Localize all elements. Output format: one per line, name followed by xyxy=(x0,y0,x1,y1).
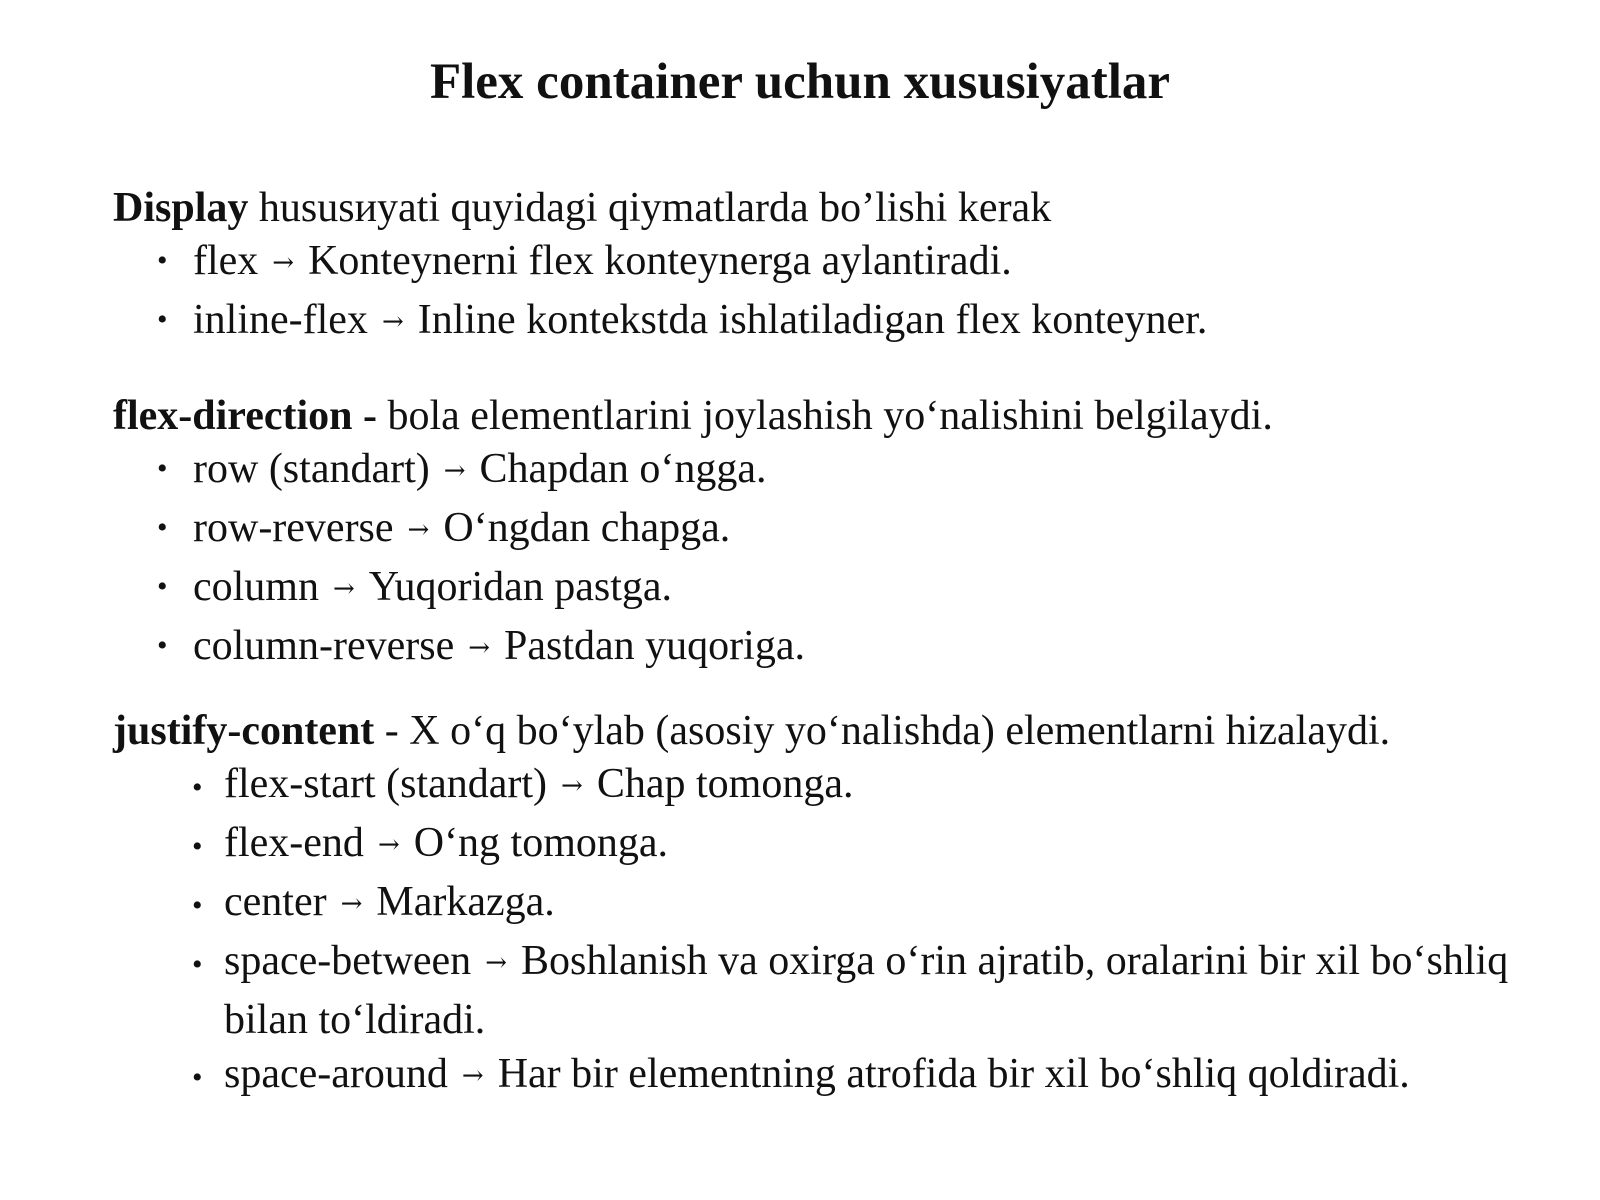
section-separator: - xyxy=(374,708,410,754)
bullet-icon: • xyxy=(157,452,168,485)
bullet-icon: • xyxy=(192,830,203,863)
value-meaning: Chap tomonga. xyxy=(596,761,854,807)
arrow-right-icon: → xyxy=(377,830,400,860)
list-item xyxy=(157,293,1207,352)
list-item xyxy=(192,757,1524,816)
section-term: justify-content xyxy=(113,708,375,754)
property-value: space-around xyxy=(224,1051,448,1097)
list-item xyxy=(192,816,1524,875)
value-meaning: Markazga. xyxy=(376,879,555,925)
property-value: center xyxy=(224,879,327,925)
section-separator: - xyxy=(352,393,388,439)
bullet-icon: • xyxy=(157,303,168,336)
arrow-right-icon: → xyxy=(381,307,404,337)
value-meaning: O‘ngdan chapga. xyxy=(443,505,731,551)
arrow-right-icon: → xyxy=(561,771,583,801)
section-description: bola elementlarini joylashish yo‘nalishini belgilaydi. xyxy=(387,393,1273,439)
list-item xyxy=(157,234,1207,293)
value-meaning: Inline kontekstda ishlatiladigan flex konteyner. xyxy=(417,297,1208,343)
section-justify-content-heading xyxy=(113,705,1390,757)
slide-title: Flex container uchun xususiyatlar xyxy=(429,54,1171,110)
property-value: flex-end xyxy=(224,820,364,866)
value-meaning: Har bir elementning atrofida bir xil bo‘shliq qoldiradi. xyxy=(497,1051,1410,1097)
flex-direction-values-list xyxy=(157,442,805,678)
bullet-icon: • xyxy=(192,771,203,804)
arrow-right-icon: → xyxy=(461,1061,484,1091)
arrow-right-icon: → xyxy=(443,456,466,486)
property-value: row (standart) xyxy=(193,446,430,492)
bullet-icon: • xyxy=(192,1061,203,1094)
arrow-right-icon: → xyxy=(272,248,295,278)
bullet-icon: • xyxy=(157,244,168,277)
section-display-heading xyxy=(113,182,1051,234)
section-flex-direction-heading xyxy=(113,390,1273,442)
arrow-right-icon: → xyxy=(340,889,363,919)
bullet-icon: • xyxy=(157,629,168,662)
arrow-right-icon: → xyxy=(485,948,507,978)
value-meaning: Pastdan yuqoriga. xyxy=(504,623,805,669)
property-value: column-reverse xyxy=(193,623,455,669)
property-value: column xyxy=(193,564,319,610)
bullet-icon: • xyxy=(157,511,168,544)
section-description: hususиyati quyidagi qiymatlarda bo’lishi kerak xyxy=(248,185,1052,231)
list-item xyxy=(192,875,1524,934)
list-item xyxy=(157,442,805,501)
value-meaning: Yuqoridan pastga. xyxy=(368,564,673,610)
section-description: X o‘q bo‘ylab (asosiy yo‘nalishda) elementlarni hizalaydi. xyxy=(409,708,1391,754)
property-value: space-between xyxy=(224,938,472,984)
list-item xyxy=(157,560,805,619)
list-item xyxy=(192,1047,1524,1106)
justify-content-values-list xyxy=(192,757,1524,1106)
section-term: flex-direction xyxy=(113,393,353,439)
property-value: row-reverse xyxy=(193,505,394,551)
value-meaning: Chapdan o‘ngga. xyxy=(479,446,767,492)
list-item xyxy=(157,501,805,560)
property-value: flex xyxy=(193,238,259,284)
display-values-list xyxy=(157,234,1207,352)
section-term: Display xyxy=(113,185,249,231)
property-value: flex-start (standart) xyxy=(224,761,548,807)
list-item xyxy=(157,619,805,678)
value-meaning: Boshlanish va oxirga o‘rin ajratib, oralarini bir xil bo‘shliq bilan to‘ldiradi. xyxy=(224,938,1509,1043)
value-meaning: Konteynerni flex konteynerga aylantiradi. xyxy=(308,238,1012,284)
arrow-right-icon: → xyxy=(332,574,355,604)
bullet-icon: • xyxy=(192,889,203,922)
bullet-icon: • xyxy=(157,570,168,603)
value-meaning: O‘ng tomonga. xyxy=(413,820,669,866)
property-value: inline-flex xyxy=(193,297,368,343)
arrow-right-icon: → xyxy=(468,633,491,663)
arrow-right-icon: → xyxy=(407,515,430,545)
bullet-icon: • xyxy=(192,948,203,981)
list-item xyxy=(192,934,1524,1047)
